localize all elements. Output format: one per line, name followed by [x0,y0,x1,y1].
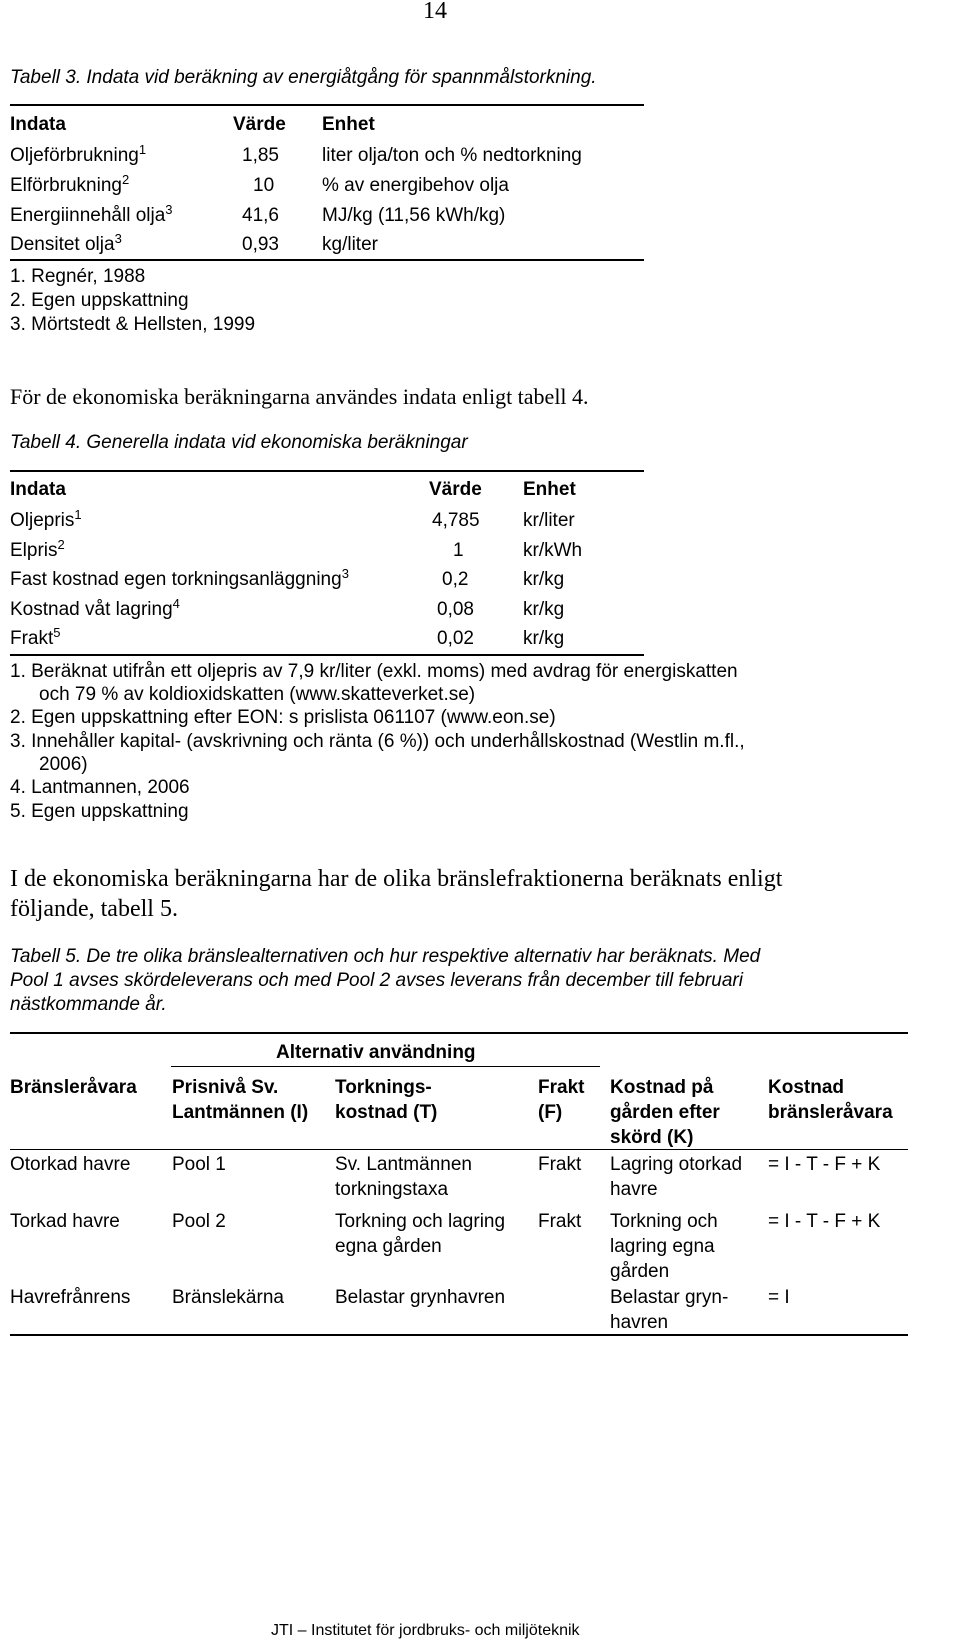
body-paragraph-line: I de ekonomiska beräkningarna har de olika bränslefraktionerna beräknats enligt [10,866,783,892]
cell-torkningskostnad: Sv. Lantmännen torkningstaxa [335,1154,472,1200]
footnote-ref: 1 [74,507,82,522]
row-value: 0,93 [242,234,279,255]
cell-kostnad-bransleravara: = I [768,1287,790,1308]
table5-header-kostnad-bransleravara: Kostnad bränsleråvara [768,1077,893,1123]
table5-caption-line: Tabell 5. De tre olika bränslealternativen och hur respektive alternativ har beräknats. Med [10,946,761,967]
body-paragraph-line: följande, tabell 5. [10,896,178,922]
cell-bransleravara: Havrefrånrens [10,1287,131,1308]
row-label: Elpris [10,540,58,561]
table5-bottom-rule [10,1334,908,1336]
table5-header-bransleravara: Bränsleråvara [10,1077,137,1098]
row-label: Oljepris [10,510,75,531]
table4-note: 3. Innehåller kapital- (avskrivning och ränta (6 %)) och underhållskostnad (Westlin m.fl., [10,731,745,752]
row-label: Oljeförbrukning [10,145,139,166]
cell-bransleravara: Torkad havre [10,1211,120,1232]
table4-note: 4. Lantmannen, 2006 [10,777,190,798]
cell-frakt: Frakt [538,1154,582,1175]
table5-group-header: Alternativ användning [276,1042,476,1063]
table4-caption: Tabell 4. Generella indata vid ekonomiska beräkningar [10,432,468,453]
table5-top-rule [10,1032,908,1034]
cell-kostnad-bransleravara: = I - T - F + K [768,1154,881,1175]
cell-frakt: Frakt [538,1211,582,1232]
table5-caption-line: nästkommande år. [10,994,167,1015]
table3-header-indata: Indata [10,114,66,135]
table4-top-rule [10,470,644,472]
row-unit: liter olja/ton och % nedtorkning [322,145,582,166]
row-value: 41,6 [242,205,279,226]
row-label: Energiinnehåll olja [10,205,166,226]
row-label: Frakt [10,628,54,649]
table5-header-kostnad-garden: Kostnad på gården efter skörd (K) [610,1077,720,1148]
cell-kostnad-garden: Lagring otorkad havre [610,1154,743,1200]
row-label: Fast kostnad egen torkningsanläggning [10,569,342,590]
row-value: 4,785 [432,510,480,531]
table4-note: 2006) [39,754,88,775]
row-value: 0,2 [442,569,469,590]
footnote-ref: 3 [341,566,349,581]
row-unit: kr/kg [523,599,565,620]
row-unit: % av energibehov olja [322,175,509,196]
table3-note: 3. Mörtstedt & Hellsten, 1999 [10,314,256,335]
table4-header-varde: Värde [429,479,482,500]
table4-header-enhet: Enhet [523,479,576,500]
row-label: Elförbrukning [10,175,122,196]
footnote-ref: 3 [114,231,122,246]
row-unit: kr/liter [523,510,575,531]
footnote-ref: 5 [53,625,61,640]
row-unit: MJ/kg (11,56 kWh/kg) [322,205,506,226]
row-label: Densitet olja [10,234,115,255]
cell-bransleravara: Otorkad havre [10,1154,131,1175]
cell-kostnad-bransleravara: = I - T - F + K [768,1211,881,1232]
cell-prisniva: Pool 1 [172,1154,226,1175]
cell-prisniva: Bränslekärna [172,1287,284,1308]
table4-note: 5. Egen uppskattning [10,801,189,822]
table5-header-torkningskostnad: Torknings- kostnad (T) [335,1077,438,1123]
table5-header-prisniva: Prisnivå Sv. Lantmännen (I) [172,1077,309,1123]
row-unit: kr/kWh [523,540,583,561]
row-unit: kr/kg [523,628,565,649]
page-footer: JTI – Institutet för jordbruks- och miljöteknik [271,1622,580,1639]
table3-header-enhet: Enhet [322,114,375,135]
footnote-ref: 1 [138,142,147,157]
cell-torkningskostnad: Belastar grynhavren [335,1287,506,1308]
table4-bottom-rule [10,654,644,656]
footnote-ref: 3 [165,202,173,217]
row-label: Kostnad våt lagring [10,599,173,620]
row-value: 0,02 [437,628,474,649]
footnote-ref: 4 [172,596,180,611]
cell-kostnad-garden: Belastar gryn- havren [610,1287,729,1333]
cell-prisniva: Pool 2 [172,1211,226,1232]
table3-top-rule [10,104,644,106]
table4-header-indata: Indata [10,479,66,500]
table3-caption: Tabell 3. Indata vid beräkning av energiåtgång för spannmålstorkning. [10,67,597,88]
table5-header-frakt: Frakt (F) [538,1077,585,1123]
table5-header-rule [10,1149,908,1150]
row-value: 0,08 [437,599,474,620]
row-value: 10 [253,175,275,196]
body-paragraph: För de ekonomiska beräkningarna användes indata enligt tabell 4. [10,384,589,409]
table4-note: 2. Egen uppskattning efter EON: s prislista 061107 (www.eon.se) [10,707,556,728]
cell-kostnad-garden: Torkning och lagring egna gården [610,1211,718,1282]
row-value: 1,85 [242,145,279,166]
table5-caption-line: Pool 1 avses skördeleverans och med Pool 2 avses leverans från december till februari [10,970,743,991]
footnote-ref: 2 [57,537,65,552]
table4-note: och 79 % av koldioxidskatten (www.skatteverket.se) [39,684,476,705]
row-unit: kr/kg [523,569,565,590]
row-unit: kg/liter [322,234,378,255]
table3-note: 1. Regnér, 1988 [10,266,146,287]
table3-note: 2. Egen uppskattning [10,290,189,311]
cell-torkningskostnad: Torkning och lagring egna gården [335,1211,506,1257]
row-value: 1 [453,540,464,561]
footnote-ref: 2 [121,172,130,187]
table3-header-varde: Värde [233,114,286,135]
table5-group-rule [171,1066,600,1067]
page-number: 14 [423,0,447,24]
table4-note: 1. Beräknat utifrån ett oljepris av 7,9 kr/liter (exkl. moms) med avdrag för energiskatten [10,661,738,682]
table3-bottom-rule [10,259,644,261]
